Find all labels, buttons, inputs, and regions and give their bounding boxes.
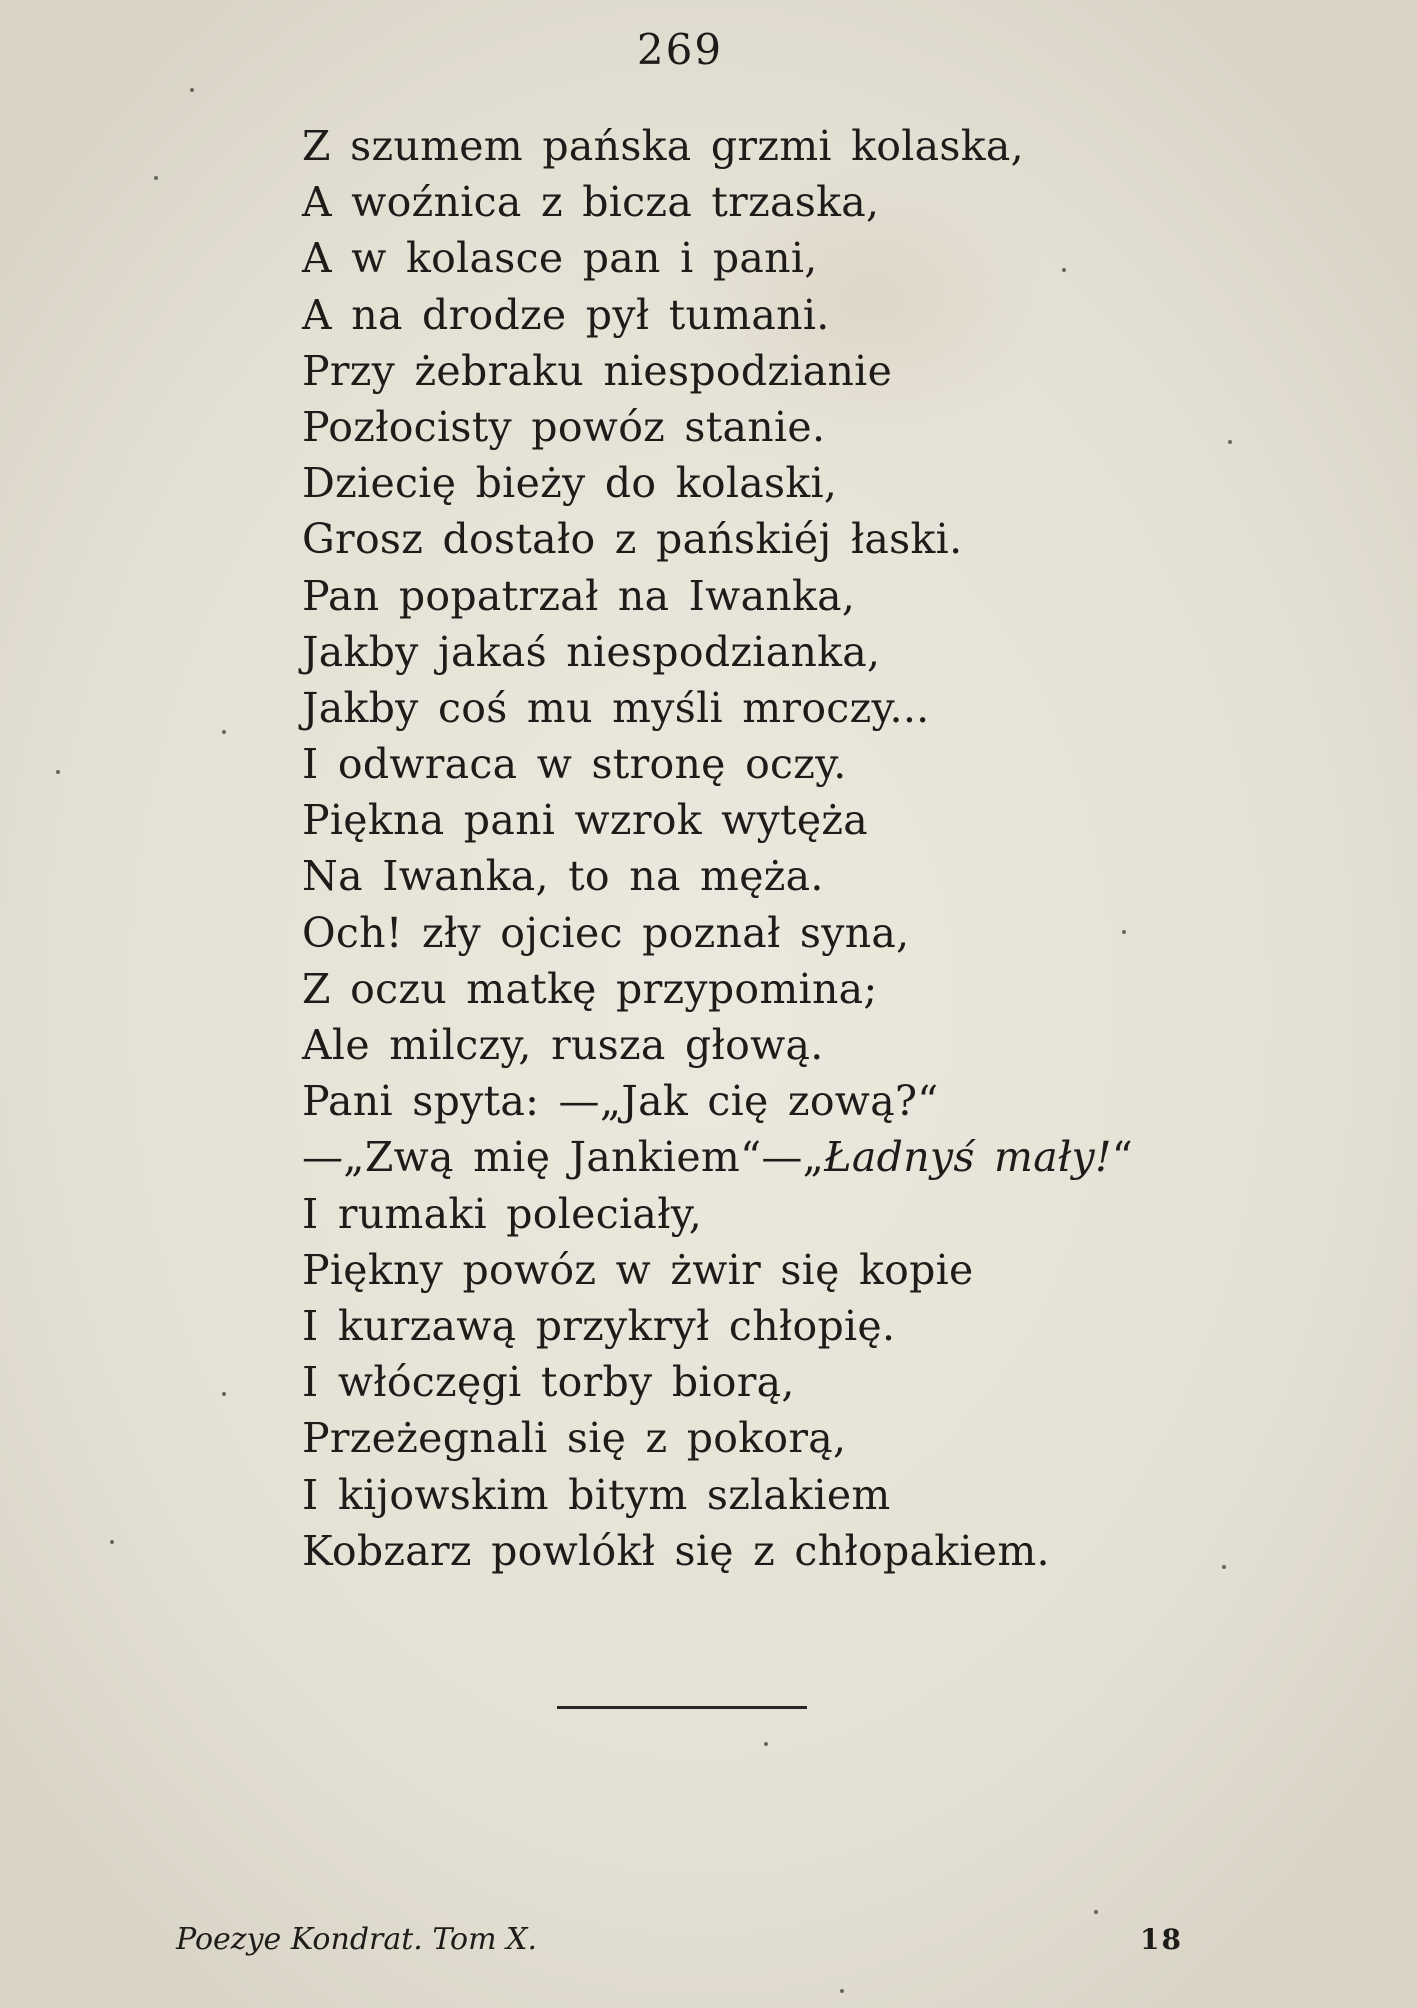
poem-line: Dziecię bieży do kolaski, xyxy=(302,459,838,508)
poem-line: Przy żebraku niespodzianie xyxy=(302,346,893,395)
poem-line: Na Iwanka, to na męża. xyxy=(302,852,824,901)
paper-speck xyxy=(764,1742,768,1746)
paper-speck xyxy=(1094,1910,1098,1914)
poem-line: Kobzarz powlókł się z chłopakiem. xyxy=(302,1526,1050,1575)
paper-speck xyxy=(1062,268,1066,272)
poem-line: Piękny powóz w żwir się kopie xyxy=(302,1245,974,1294)
paper-speck xyxy=(1228,440,1232,444)
poem-line: I kijowskim bitym szlakiem xyxy=(302,1470,891,1519)
paper-speck xyxy=(222,730,226,734)
poem-line: Pani spyta: —„Jak cię zową?“ xyxy=(302,1077,939,1126)
poem-line: Jakby jakaś niespodzianka, xyxy=(302,627,881,676)
poem-line: A na drodze pył tumani. xyxy=(302,290,830,339)
paper-speck xyxy=(56,770,60,774)
poem-line: I odwraca w stronę oczy. xyxy=(302,740,847,789)
poem-line: Piękna pani wzrok wytęża xyxy=(302,796,869,845)
poem-line-end: “ xyxy=(1111,1133,1134,1182)
poem-line: A w kolasce pan i pani, xyxy=(302,234,818,283)
poem-line: Ale milczy, rusza głową. xyxy=(302,1021,824,1069)
footer-signature: Poezye Kondrat. Tom X. xyxy=(176,1922,537,1957)
poem-line: Pan popatrzał na Iwanka, xyxy=(302,571,856,620)
page-number: 269 xyxy=(636,25,724,74)
poem-line: I włóczęgi torby biorą, xyxy=(302,1358,795,1407)
poem-line: I rumaki poleciały, xyxy=(302,1189,703,1238)
poem-line: A woźnica z bicza trzaska, xyxy=(302,178,880,227)
poem xyxy=(302,118,1133,1579)
poem-line: Grosz dostało z pańskiéj łaski. xyxy=(302,515,963,564)
poem-line: Pozłocisty powóz stanie. xyxy=(302,402,826,451)
poem-line: Z szumem pańska grzmi kolaska, xyxy=(302,122,1024,170)
paper-speck xyxy=(190,88,194,92)
paper-speck xyxy=(1222,1565,1226,1569)
poem-line: Z oczu matkę przypomina; xyxy=(302,964,878,1013)
poem-line-start: —„Zwą mię Jankiem“—„ xyxy=(302,1133,825,1182)
footer-sheet-number: 18 xyxy=(1140,1923,1183,1956)
poem-line: Jakby coś mu myśli mroczy... xyxy=(302,683,930,732)
poem-line: Och! zły ojciec poznał syna, xyxy=(302,908,910,957)
poem-line-with-italic xyxy=(302,1129,1133,1185)
poem-line: Przeżegnali się z pokorą, xyxy=(302,1414,847,1463)
section-divider xyxy=(557,1706,807,1709)
paper-speck xyxy=(840,1989,844,1993)
paper-speck xyxy=(1122,930,1126,934)
poem-line: I kurzawą przykrył chłopię. xyxy=(302,1301,896,1350)
paper-speck xyxy=(110,1540,114,1544)
paper-speck xyxy=(154,176,158,180)
paper-speck xyxy=(222,1392,226,1396)
poem-line-italic: Ładnyś mały! xyxy=(824,1133,1112,1182)
